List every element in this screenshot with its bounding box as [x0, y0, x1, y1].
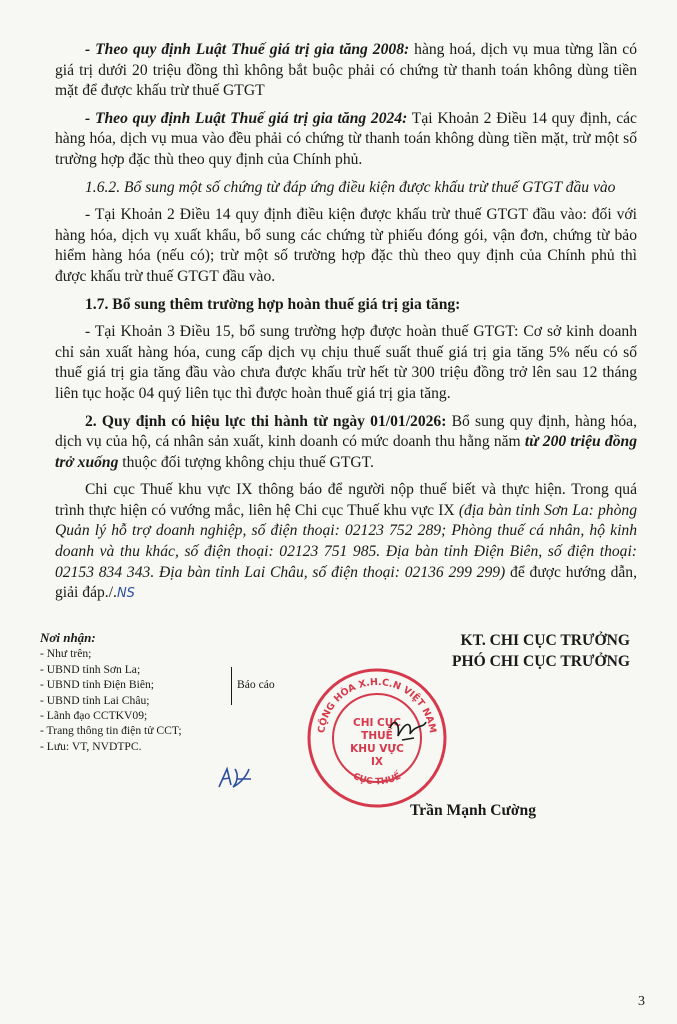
signer-name: Trần Mạnh Cường [410, 802, 537, 819]
seal-center-line: KHU VỰC [350, 743, 404, 755]
paragraph-vat-2024: - Theo quy định Luật Thuế giá trị gia tăng 2024: Tại Khoản 2 Điều 14 quy định, các hàng hóa, dịch vụ mua vào đều phải có chứng từ thanh toán không dùng tiền mặt, trừ một số trường hợp đặc thù theo quy định của Chính phủ. [55, 109, 637, 168]
seal-bottom-text: CỤC THUẾ [351, 771, 403, 788]
section-heading-1-7: 1.7. Bổ sung thêm trường hợp hoàn thuế giá trị gia tăng: [85, 295, 461, 313]
seal-center-line: THUẾ [361, 730, 393, 742]
group-bracket [231, 667, 232, 705]
group-label: Báo cáo [237, 678, 275, 691]
paragraph-article-14: - Tại Khoản 2 Điều 14 quy định điều kiện được khấu trừ thuế GTGT đầu vào: đối với hàng hóa, dịch vụ xuất khẩu, bổ sung các chứng từ phiếu đóng gói, vận đơn, chứng từ bảo hiểm hàng hóa (nếu có); trừ một số trường hợp đặc thù theo quy định của Chính phủ thì được khấu trừ thuế GTGT đầu vào. [55, 206, 637, 285]
recipient-item: - UBND tỉnh Lai Châu; [40, 693, 150, 707]
signature-block [316, 630, 630, 819]
seal-center-line: IX [370, 756, 384, 768]
signatory-title-line1: KT. CHI CỤC TRƯỞNG [460, 632, 630, 649]
recipient-item: - Trang thông tin điện tử CCT; [40, 724, 182, 738]
section-heading-1-6-2: 1.6.2. Bổ sung một số chứng từ đáp ứng điều kiện được khấu trừ thuế GTGT đầu vào [85, 178, 616, 196]
page-number: 3 [638, 994, 645, 1009]
paragraph-article-15: - Tại Khoản 3 Điều 15, bổ sung trường hợp được hoàn thuế GTGT: Cơ sở kinh doanh chỉ sản xuất hàng hóa, cung cấp dịch vụ chịu thuế suất thuế giá trị gia tăng 5% nếu có số thuế giá trị gia tăng đầu vào chưa được khấu trừ hết từ 300 triệu đồng trở lên sau 12 tháng liên tục hoặc 04 quý liên tục thì được hoàn thuế giá trị gia tăng. [55, 323, 637, 402]
recipient-item: - Như trên; [40, 647, 92, 661]
paragraph-vat-2008: - Theo quy định Luật Thuế giá trị gia tăng 2008: hàng hoá, dịch vụ mua từng lần có giá trị dưới 20 triệu đồng thì không bắt buộc phải có chứng từ thanh toán không dùng tiền mặt để được khấu trừ thuế GTGT [55, 41, 637, 100]
handwritten-initials: NS [116, 586, 135, 602]
clerk-initials-signature-icon [215, 765, 255, 791]
official-seal-icon [302, 658, 452, 808]
seal-center-line: CHI CỤC [353, 717, 401, 729]
recipients-title: Nơi nhận: [40, 630, 96, 645]
document-body [55, 40, 637, 612]
seal-ring-text: CỘNG HÒA X.H.C.N VIỆT NAM [316, 676, 438, 734]
recipient-item: - Lưu: VT, NVDTPC. [40, 739, 142, 753]
recipient-item: - Lãnh đạo CCTKV09; [40, 709, 148, 723]
signatory-title-line2: PHÓ CHI CỤC TRƯỞNG [451, 653, 630, 670]
recipients-block [40, 630, 300, 754]
paragraph-contact: Chi cục Thuế khu vực IX thông báo để người nộp thuế biết và thực hiện. Trong quá trình thực hiện có vướng mắc, liên hệ Chi cục Thuế khu vực IX (địa bàn tỉnh Sơn La: phòng Quản lý hỗ trợ doanh nghiệp, số điện thoại: 02123 752 289; Phòng thuế cá nhân, hộ kinh doanh và thu khác, số điện thoại: 02123 751 985. Địa bàn tỉnh Điện Biên, số điện thoại: 02153 834 343. Địa bàn tỉnh Lai Châu, số điện thoại: 02136 299 299) để được hướng dẫn, giải đáp./.NS [55, 481, 638, 602]
recipient-item: - UBND tỉnh Điện Biên; [40, 678, 154, 692]
svg-text:CỤC THUẾ [351, 769, 403, 788]
recipient-item: - UBND tỉnh Sơn La; [40, 662, 141, 676]
paragraph-effective-date: 2. Quy định có hiệu lực thi hành từ ngày 01/01/2026: Bổ sung quy định, hàng hóa, dịch vụ của hộ, cá nhân sản xuất, kinh doanh có mức doanh thu hằng năm từ 200 triệu đồng trở xuống thuộc đối tượng không chịu thuế GTGT. [55, 412, 637, 471]
